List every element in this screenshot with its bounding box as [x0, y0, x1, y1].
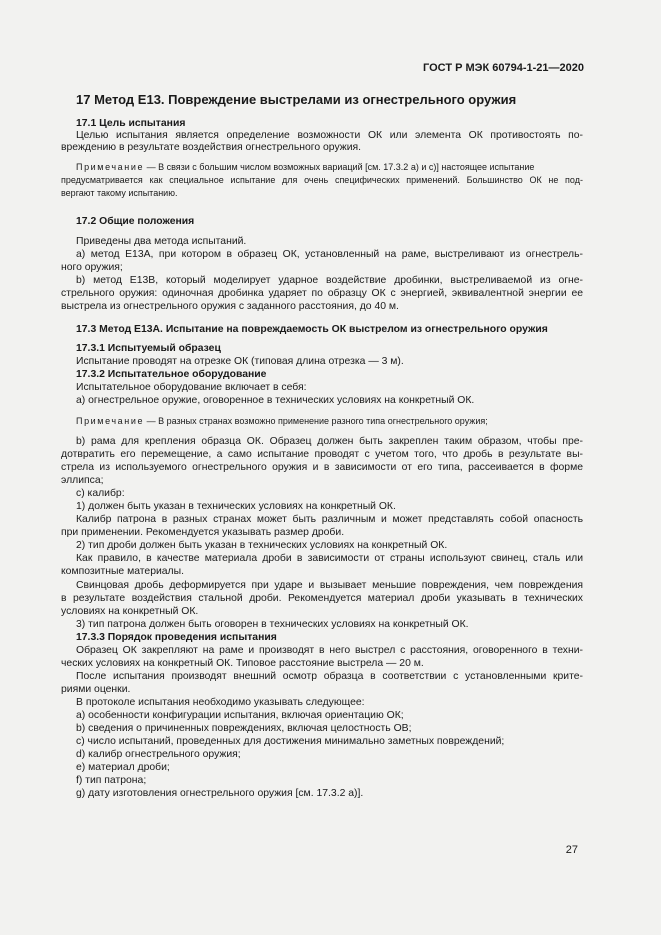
- subsection-title: 17.3.2 Испытательное оборудование: [76, 369, 267, 380]
- subsection-title: 17.2 Общие положения: [76, 216, 195, 227]
- list-item: 1) должен быть указан в технических условиях на конкретный ОК.: [76, 501, 396, 512]
- list-item-cont: выстрела из огнестрельного оружия с заданного расстояния, до 40 м.: [61, 301, 399, 312]
- list-item-cont: дотвратить его перемещение, а само испытание проводят с учетом того, что дробь в результате вы-: [61, 449, 583, 460]
- paragraph: риями оценки.: [61, 684, 131, 695]
- paragraph: условиях на конкретный ОК.: [61, 606, 199, 617]
- list-item-cont: стрельного оружия: одиночная дробинка ударяет по образцу ОК с энергией, эквивалентной энергии ее: [61, 288, 583, 299]
- list-item: e) материал дроби;: [76, 762, 170, 773]
- paragraph: Как правило, в качестве материала дроби в зависимости от страны используют свинец, сталь или: [76, 553, 583, 564]
- subsection-title: 17.3.1 Испытуемый образец: [76, 343, 221, 354]
- note: [61, 415, 583, 427]
- paragraph: композитные материалы.: [61, 566, 184, 577]
- list-item: 3) тип патрона должен быть оговорен в технических условиях на конкретный ОК.: [76, 619, 469, 630]
- list-item: a) особенности конфигурации испытания, включая ориентацию ОК;: [76, 710, 404, 721]
- paragraph: В протоколе испытания необходимо указывать следующее:: [76, 697, 365, 708]
- note-text: — В связи с большим числом возможных вариаций [см. 17.3.2 a) и c)] настоящее испытание: [144, 162, 535, 172]
- list-item: d) калибр огнестрельного оружия;: [76, 749, 241, 760]
- paragraph: Испытательное оборудование включает в себя:: [76, 382, 307, 393]
- paragraph: Приведены два метода испытаний.: [76, 236, 247, 247]
- note-line: вергают такому испытанию.: [61, 188, 178, 198]
- note-text: — В разных странах возможно применение разного типа огнестрельного оружия;: [144, 416, 488, 426]
- subsection-title: 17.3.3 Порядок проведения испытания: [76, 632, 277, 643]
- paragraph: Целью испытания является определение возможности ОК или элемента ОК противостоять по-: [76, 130, 583, 141]
- list-item: c) калибр:: [76, 488, 125, 499]
- subsection-title: 17.1 Цель испытания: [76, 118, 186, 129]
- list-item: b) метод E13B, который моделирует ударное воздействие дробинки, выстреливаемой из огне-: [76, 275, 583, 286]
- list-item: 2) тип дроби должен быть указан в технических условиях на конкретный ОК.: [76, 540, 448, 551]
- list-item-cont: стрела из используемого огнестрельного оружия и в зависимости от его типа, рассеивается в форме: [61, 462, 583, 473]
- paragraph: Свинцовая дробь деформируется при ударе и вызывает меньшие повреждения, чем повреждения: [76, 580, 583, 591]
- paragraph: в результате воздействия стальной дроби. Рекомендуется материал дроби указывать в технических: [61, 593, 583, 604]
- note: [61, 161, 583, 173]
- paragraph: После испытания производят внешний осмотр образца в соответствии с установленными крите-: [76, 671, 583, 682]
- list-item: c) число испытаний, проведенных для достижения минимально заметных повреждений;: [76, 736, 505, 747]
- list-item: a) огнестрельное оружие, оговоренное в технических условиях на конкретный ОК.: [76, 395, 475, 406]
- paragraph: вреждению в результате воздействия огнестрельного оружия.: [61, 142, 362, 153]
- paragraph: Испытание проводят на отрезке ОК (типовая длина отрезка — 3 м).: [76, 356, 404, 367]
- document-header: ГОСТ Р МЭК 60794-1-21—2020: [423, 62, 584, 74]
- list-item: f) тип патрона;: [76, 775, 147, 786]
- paragraph: Образец ОК закрепляют на раме и производят в него выстрел с расстояния, оговоренного в техни-: [76, 645, 583, 656]
- paragraph: Калибр патрона в разных странах может быть различным и может представлять собой опасность: [76, 514, 583, 525]
- list-item: b) рама для крепления образца ОК. Образец должен быть закреплен таким образом, чтобы пре-: [76, 436, 583, 447]
- note-label: Примечание: [76, 416, 145, 426]
- list-item: g) дату изготовления огнестрельного оружия [см. 17.3.2 a)].: [76, 788, 364, 799]
- list-item-cont: ного оружия;: [61, 262, 123, 273]
- section-title: 17 Метод E13. Повреждение выстрелами из огнестрельного оружия: [76, 92, 517, 107]
- list-item: b) сведения о причиненных повреждениях, включая целостность ОВ;: [76, 723, 412, 734]
- list-item: a) метод E13A, при котором в образец ОК, установленный на раме, выстреливают из огнестрель-: [76, 249, 583, 260]
- paragraph: ческих условиях на конкретный ОК. Типовое расстояние выстрела — 20 м.: [61, 658, 424, 669]
- paragraph: при применении. Рекомендуется указывать размер дроби.: [61, 527, 345, 538]
- note-label: Примечание: [76, 162, 145, 172]
- page-number: 27: [565, 844, 578, 856]
- subsection-title: 17.3 Метод E13A. Испытание на повреждаемость ОК выстрелом из огнестрельного оружия: [76, 324, 548, 335]
- note-line: предусматривается как специальное испытание для очень специфических применений. Большинство ОК не под-: [61, 175, 583, 185]
- list-item-cont: эллипса;: [61, 475, 104, 486]
